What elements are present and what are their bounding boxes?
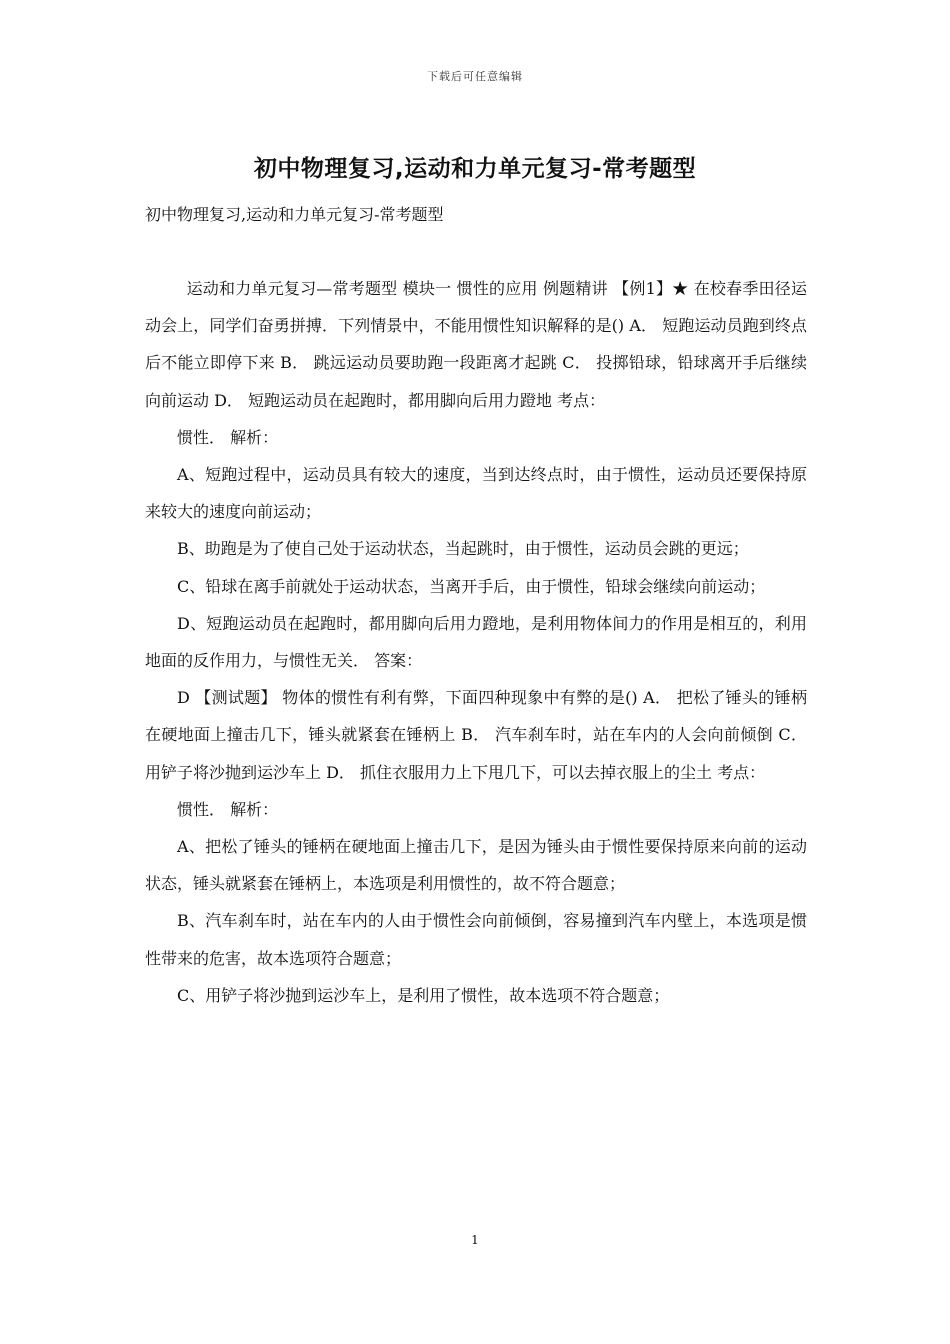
document-body: [145, 270, 807, 1014]
paragraph-analysis-label-1: 惯性． 解析：: [177, 427, 279, 447]
document-title: 初中物理复习,运动和力单元复习-常考题型: [253, 156, 697, 182]
paragraph-analysis-c-2: C、用铲子将沙抛到运沙车上，是利用了惯性，故本选项不符合题意；: [177, 985, 670, 1005]
paragraph-analysis-c-1: C、铅球在离手前就处于运动状态，当离开手后，由于惯性，铅球会继续向前运动；: [177, 576, 766, 596]
paragraph-analysis-a-2: A、把松了锤头的锤柄在硬地面上撞击几下，是因为锤头由于惯性要保持原来向前的运动状态，锤头就紧套在锤柄上，本选项是利用惯性的，故不符合题意；: [145, 837, 807, 894]
paragraph-analysis-label-2: 惯性． 解析：: [177, 799, 279, 819]
paragraph-test-question: D 【测试题】 物体的惯性有利有弊，下面四种现象中有弊的是() A． 把松了锤头的锤柄在硬地面上撞击几下，锤头就紧套在锤柄上 B． 汽车刹车时，站在车内的人会向前倾倒 C． 用铲子将沙抛到运沙车上 D． 抓住衣服用力上下甩几下，可以去掉衣服上的尘土 考点：: [145, 688, 807, 782]
document-subtitle: 初中物理复习,运动和力单元复习-常考题型: [145, 205, 444, 224]
paragraph-analysis-d-1: D、短跑运动员在起跑时，都用脚向后用力蹬地，是利用物体间力的作用是相互的，利用地面的反作用力，与惯性无关． 答案：: [145, 613, 807, 671]
page-number: 1: [471, 1233, 479, 1247]
paragraph-analysis-a-1: A、短跑过程中，运动员具有较大的速度，当到达终点时，由于惯性，运动员还要保持原来较大的速度向前运动；: [145, 465, 807, 522]
header-note: 下载后可任意编辑: [427, 70, 523, 83]
paragraph-analysis-b-2: B、汽车刹车时，站在车内的人由于惯性会向前倾倒，容易撞到汽车内壁上，本选项是惯性带来的危害，故本选项符合题意；: [145, 911, 807, 968]
paragraph-example-1: 运动和力单元复习—常考题型 模块一 惯性的应用 例题精讲 【例1】★ 在校春季田径运动会上，同学们奋勇拼搏．下列情景中，不能用惯性知识解释的是() A． 短跑运动员跑到终点后不能立即停下来 B． 跳远运动员要助跑一段距离才起跳 C． 投掷铅球，铅球离开手后继续向前运动 D． 短跑运动员在起跑时，都用脚向后用力蹬地 考点：: [145, 279, 807, 410]
paragraph-analysis-b-1: B、助跑是为了使自己处于运动状态，当起跳时，由于惯性，运动员会跳的更远；: [177, 539, 749, 559]
